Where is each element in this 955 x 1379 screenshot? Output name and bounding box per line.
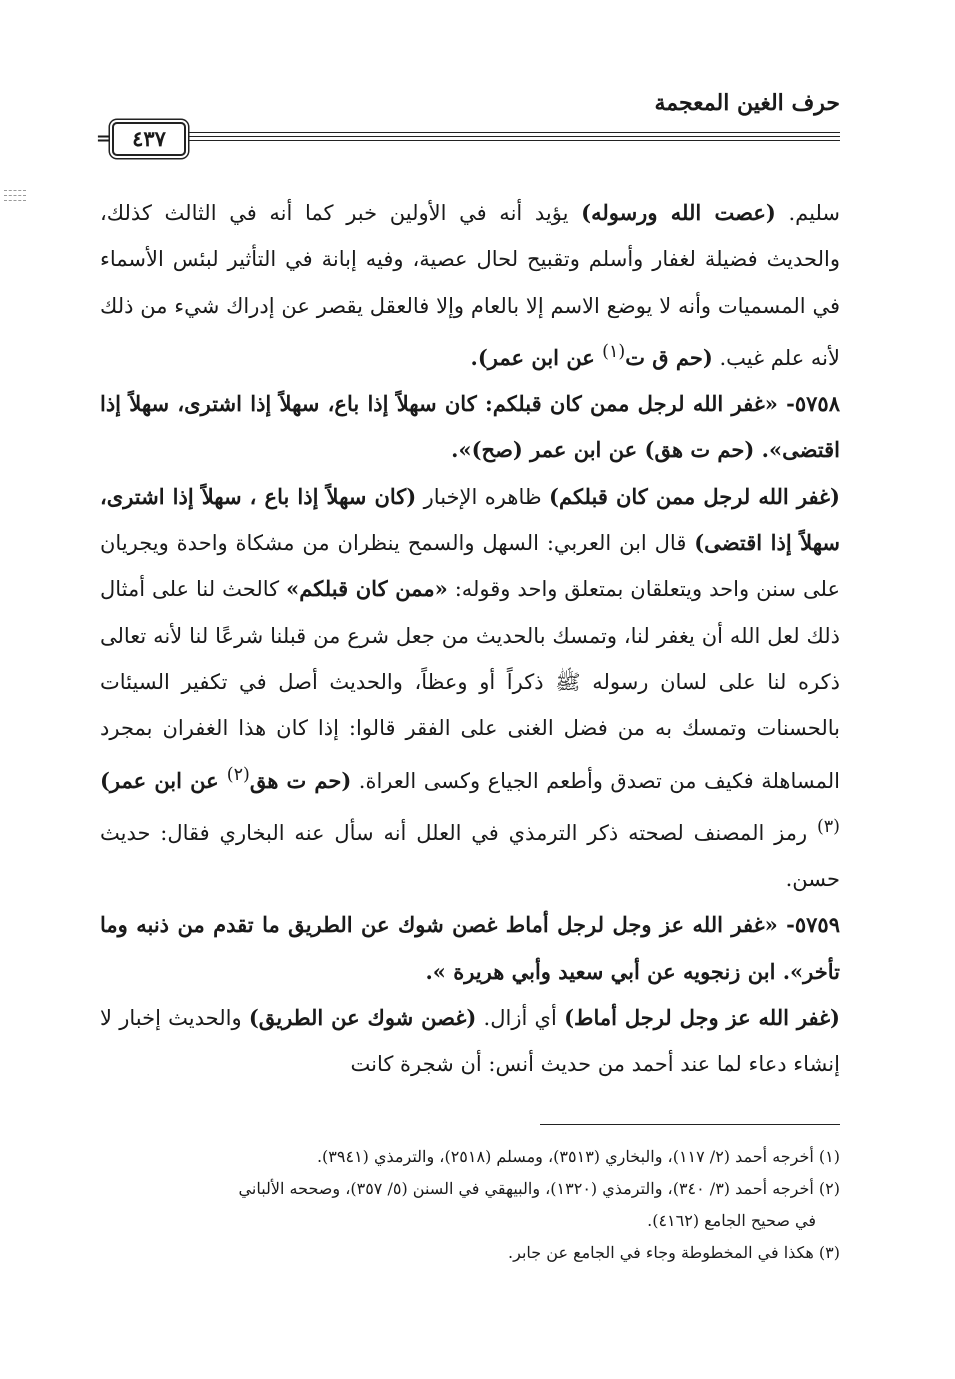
commentary-5759 bbox=[100, 995, 840, 1088]
text-run: أي أزال. bbox=[476, 1006, 565, 1031]
footnote-3: (٣) هكذا في المخطوطة وجاء في الجامع عن جابر. bbox=[508, 1242, 840, 1262]
text-run: والحديث إخبار لا إنشاء دعاء لما عند أحمد من حديث أنس: أن شجرة كانت bbox=[100, 1006, 840, 1077]
paragraph-intro bbox=[100, 190, 840, 381]
footnote-ref-3: (٣) bbox=[816, 816, 840, 837]
text-run: سليم. bbox=[775, 201, 840, 225]
footnote-2: (٢) أخرجه أحمد (٣/ ٣٤٠)، والترمذي (١٣٢٠)، والبيهقي في السنن (٥/ ٣٥٧)، وصححه الألباني bbox=[238, 1178, 840, 1198]
bold-text-run: (غفر الله لرجل ممن كان قبلكم) bbox=[549, 483, 840, 509]
bold-text-run: (غفر الله عز وجل لرجل أماط) bbox=[564, 1005, 840, 1031]
text-run: يؤيد أنه في الأولين خبر كما أنه في الثالث كذلك، والحديث فضيلة لغفار وأسلم وتقبيح لحال عصية، وفيه إبانة في التأثير لبئس الأسماء في المسميات وأنه لا يوضع الاسم إلا بالعام وإلا فالعقل يقصر عن إدراك شيء من ذلك لأنه علم غيب. bbox=[100, 201, 840, 370]
page-number: ٤٣٧ bbox=[112, 122, 186, 156]
footnotes bbox=[100, 1141, 840, 1269]
commentary-5758 bbox=[100, 474, 840, 903]
main-text bbox=[100, 190, 840, 1088]
page-header bbox=[96, 80, 840, 151]
page-number-dash: = bbox=[96, 128, 112, 149]
bold-text-run: «ممن كان قبلكم» bbox=[286, 576, 448, 602]
bold-text-run: (كان سهلاً إذا باع ، سهلاً إذا اشترى، سهلاً إذا اقتضى) bbox=[100, 483, 840, 556]
scan-margin-mark bbox=[4, 190, 26, 206]
footnote-separator bbox=[540, 1124, 840, 1125]
reference-code: (حم ت هق bbox=[249, 767, 352, 793]
reference-code: عن ابن عمر) bbox=[100, 767, 227, 793]
bold-text-run: (غصن شوك عن الطريق) bbox=[248, 1005, 477, 1031]
reference-code: (حم ق ت bbox=[625, 344, 713, 370]
text-run: ظاهره الإخبار bbox=[416, 484, 550, 509]
text-run: كالحث لنا على أمثال ذلك لعل الله أن يغفر لنا، وتمسك بالحديث من جعل شرع من قبلنا شرعًا لنا لأنه تعالى ذكره لنا على لسان رسوله ﷺ ذكراً أو وعظاً، والحديث أصل في تكفير السيئات بالحسنات وتمسك به من فضل الغنى على الفقر قالوا: إذا كان هذا الغفران بمجرد المساهلة فكيف من تصدق وأطعم الجياع وكسى العراة. bbox=[100, 577, 841, 793]
hadith-5759: ٥٧٥٩- «غفر الله عز وجل لرجل أماط غصن شوك عن الطريق ما تقدم من ذنبه وما تأخر». ابن زنجويه عن أبي سعيد وأبي هريرة ». bbox=[100, 912, 840, 984]
hadith-5758: ٥٧٥٨- «غفر الله لرجل ممن كان قبلكم: كان سهلاً إذا باع، سهلاً إذا اشترى، سهلاً إذا اقتضى». (حم ت هق) عن ابن عمر (صح)». bbox=[100, 391, 840, 463]
reference-code: عن ابن عمر). bbox=[470, 344, 603, 370]
text-run: رمز المصنف لصحته ذكر الترمذي في العلل أنه سأل عنه البخاري فقال: حديث حسن. bbox=[100, 820, 840, 892]
chapter-title: حرف الغين المعجمة bbox=[654, 90, 840, 116]
header-rule bbox=[96, 122, 840, 152]
text-run: قال ابن العربي: السهل والسمح ينظران من مشكاة واحدة ويجريان على سنن واحد ويتعلقان بمتعلق واحد وقوله: bbox=[100, 531, 840, 602]
bold-text-run: (عصت الله ورسوله) bbox=[581, 200, 776, 225]
footnote-ref-1: (١) bbox=[602, 341, 626, 362]
book-page bbox=[96, 80, 841, 1269]
footnote-2-continued: في صحيح الجامع (٤١٦٢). bbox=[647, 1210, 816, 1230]
footnote-ref-2: (٢) bbox=[226, 764, 250, 785]
footnote-1: (١) أخرجه أحمد (٢/ ١١٧)، والبخاري (٣٥١٣)، ومسلم (٢٥١٨)، والترمذي (٣٩٤١). bbox=[316, 1146, 840, 1166]
